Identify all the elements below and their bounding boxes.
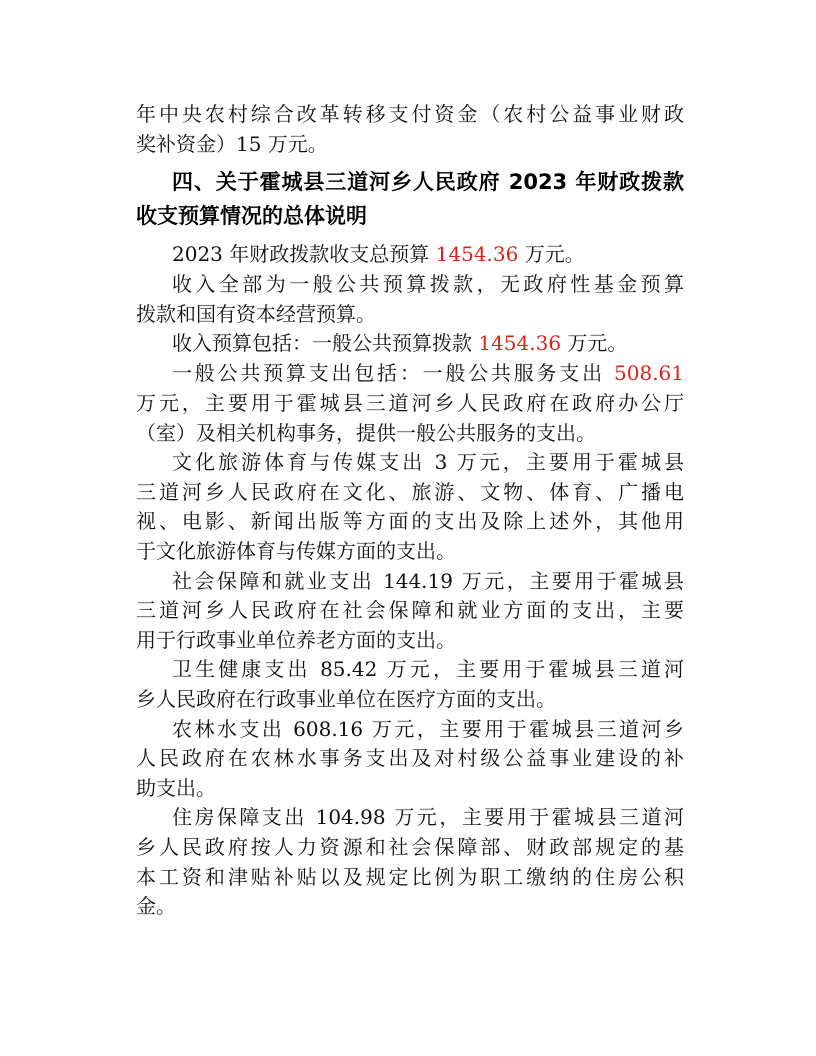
- paragraph-line: （室）及相关机构事务，提供一般公共服务的支出。: [136, 421, 596, 445]
- paragraph-line: 社会保障和就业支出 144.19 万元，主要用于霍城县: [172, 569, 684, 593]
- text-segment: 一般公共预算支出包括：一般公共服务支出: [172, 361, 615, 385]
- paragraph-line: 收入全部为一般公共预算拨款，无政府性基金预算: [172, 272, 684, 296]
- paragraph-line: 三道河乡人民政府在社会保障和就业方面的支出，主要: [136, 598, 684, 622]
- paragraph-line: 于文化旅游体育与传媒方面的支出。: [136, 539, 456, 563]
- paragraph-line: 农林水支出 608.16 万元，主要用于霍城县三道河乡: [172, 717, 684, 741]
- text-segment: 2023 年财政拨款收支总预算: [172, 242, 436, 266]
- paragraph-line: 助支出。: [136, 776, 216, 800]
- paragraph-line: 年中央农村综合改革转移支付资金（农村公益事业财政: [136, 102, 684, 126]
- paragraph-line: 三道河乡人民政府在文化、旅游、文物、体育、广播电: [136, 480, 684, 504]
- paragraph-line: 文化旅游体育与传媒支出 3 万元，主要用于霍城县: [172, 450, 684, 474]
- text-segment: 万元。: [561, 331, 628, 355]
- income-budget-line: [172, 330, 627, 356]
- paragraph-line: 用于行政事业单位养老方面的支出。: [136, 628, 456, 652]
- highlighted-amount: 1454.36: [435, 242, 519, 266]
- paragraph-line: 奖补资金）15 万元。: [136, 132, 328, 156]
- paragraph-line: 本工资和津贴补贴以及规定比例为职工缴纳的住房公积: [136, 865, 684, 889]
- total-budget-line: [172, 241, 585, 267]
- text-segment: 万元。: [518, 242, 585, 266]
- text-segment: 收入预算包括：一般公共预算拨款: [172, 331, 479, 355]
- paragraph-line: 视、电影、新闻出版等方面的支出及除上述外，其他用: [136, 509, 684, 533]
- section-heading-line: 四、关于霍城县三道河乡人民政府 2023 年财政拨款: [172, 170, 684, 194]
- highlighted-amount: 508.61: [614, 361, 684, 385]
- paragraph-line: 乡人民政府在行政事业单位在医疗方面的支出。: [136, 687, 556, 711]
- paragraph-line: 万元，主要用于霍城县三道河乡人民政府在政府办公厅: [136, 391, 684, 415]
- paragraph-line: 拨款和国有资本经营预算。: [136, 302, 376, 326]
- paragraph-line: 住房保障支出 104.98 万元，主要用于霍城县三道河: [172, 805, 684, 829]
- section-heading-line: 收支预算情况的总体说明: [136, 204, 367, 228]
- highlighted-amount: 1454.36: [478, 331, 562, 355]
- paragraph-line: 乡人民政府按人力资源和社会保障部、财政部规定的基: [136, 835, 684, 859]
- paragraph-line: 卫生健康支出 85.42 万元，主要用于霍城县三道河: [172, 657, 684, 681]
- paragraph-line: 人民政府在农林水事务支出及对村级公益事业建设的补: [136, 746, 684, 770]
- paragraph-line: 金。: [136, 894, 176, 918]
- expenditure-line: [172, 360, 684, 386]
